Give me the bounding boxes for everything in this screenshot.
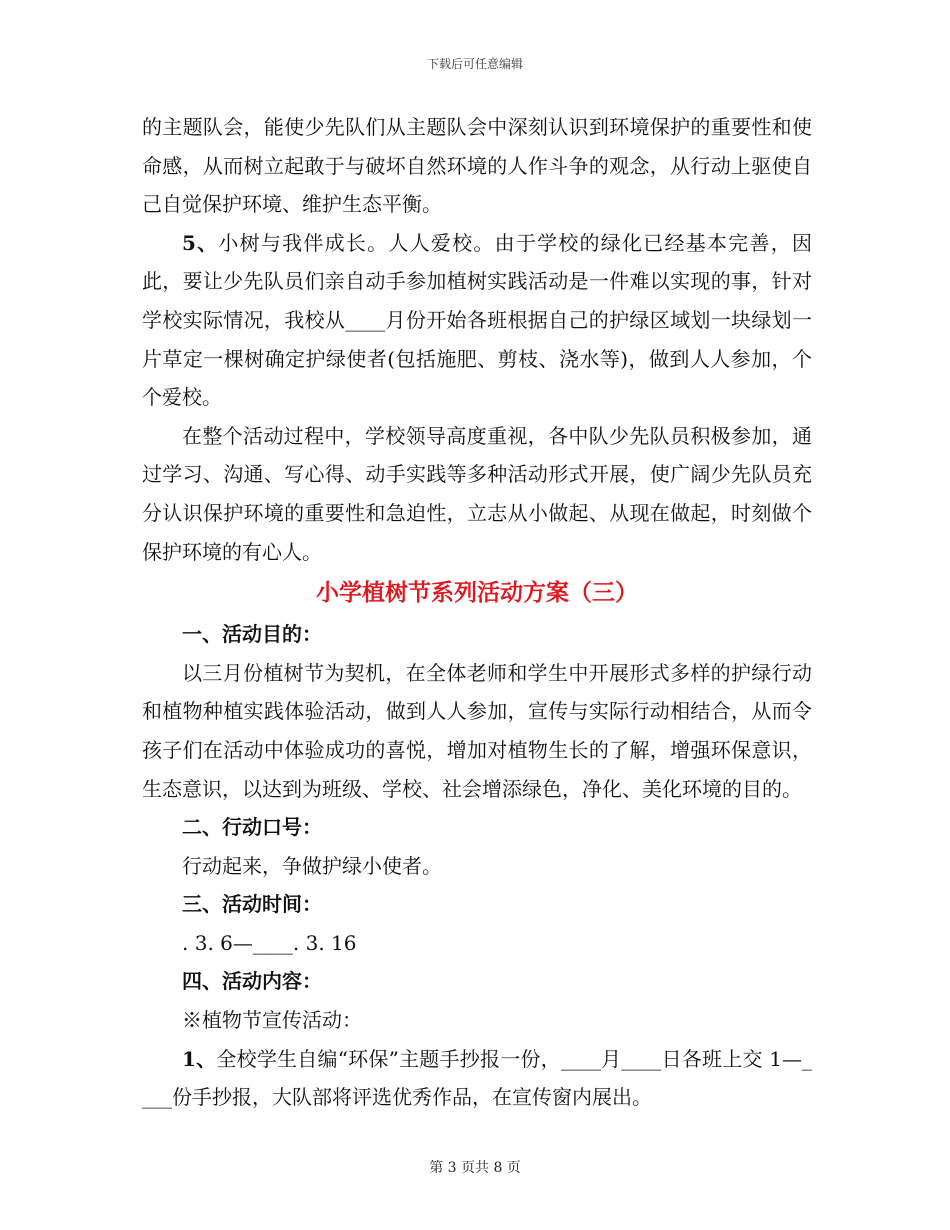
heading-time: 三、活动时间：	[182, 892, 322, 917]
heading-content: 四、活动内容：	[182, 969, 322, 994]
paragraph-continuation: 的主题队会，能使少先队们从主题队会中深刻认识到环境保护的重要性和使命感，从而树立起敢于与破坏自然环境的人作斗争的观念，从行动上驱使自己自觉保护环境、维护生态平衡。	[142, 115, 812, 217]
paragraph-slogan: 行动起来，争做护绿小使者。	[182, 853, 442, 878]
page-header: 下载后可任意编辑	[426, 57, 523, 71]
paragraph-subheading: ※植物节宣传活动：	[182, 1008, 362, 1033]
section-title: 小学植树节系列活动方案（三）	[316, 579, 638, 607]
item-number: 5、	[182, 230, 219, 255]
item-text: 全校学生自编“环保”主题手抄报一份，____月____日各班上交 1—____份手抄报，大队部将评选优秀作品，在宣传窗内展出。	[142, 1046, 813, 1110]
paragraph-purpose: 以三月份植树节为契机，在全体老师和学生中开展形式多样的护绿行动和植物种植实践体验活动，做到人人参加，宣传与实际行动相结合，从而令孩子们在活动中体验成功的喜悦，增加对植物生长的了解，增强环保意识，生态意识，以达到为班级、学校、社会增添绿色，净化、美化环境的目的。	[142, 660, 812, 801]
page-footer: 第 3 页共 8 页	[429, 1160, 521, 1176]
document-body	[142, 108, 812, 1117]
heading-purpose: 一、活动目的：	[182, 622, 322, 647]
heading-slogan: 二、行动口号：	[182, 815, 322, 840]
paragraph-time: . 3. 6—____. 3. 16	[182, 930, 357, 955]
paragraph-content-item-1	[142, 1040, 812, 1117]
item-number: 1、	[182, 1046, 217, 1071]
paragraph-summary: 在整个活动过程中，学校领导高度重视，各中队少先队员积极参加，通过学习、沟通、写心得、动手实践等多种活动形式开展，使广阔少先队员充分认识保护环境的重要性和急迫性，立志从小做起、从现在做起，时刻做个保护环境的有心人。	[142, 423, 812, 564]
paragraph-item-5	[142, 224, 812, 417]
item-text: 小树与我伴成长。人人爱校。由于学校的绿化已经基本完善，因此，要让少先队员们亲自动手参加植树实践活动是一件难以实现的事，针对学校实际情况，我校从____月份开始各班根据自己的护绿区域划一块绿划一片草定一棵树确定护绿使者(包括施肥、剪枝、浇水等)，做到人人参加，个个爱校。	[142, 230, 812, 410]
